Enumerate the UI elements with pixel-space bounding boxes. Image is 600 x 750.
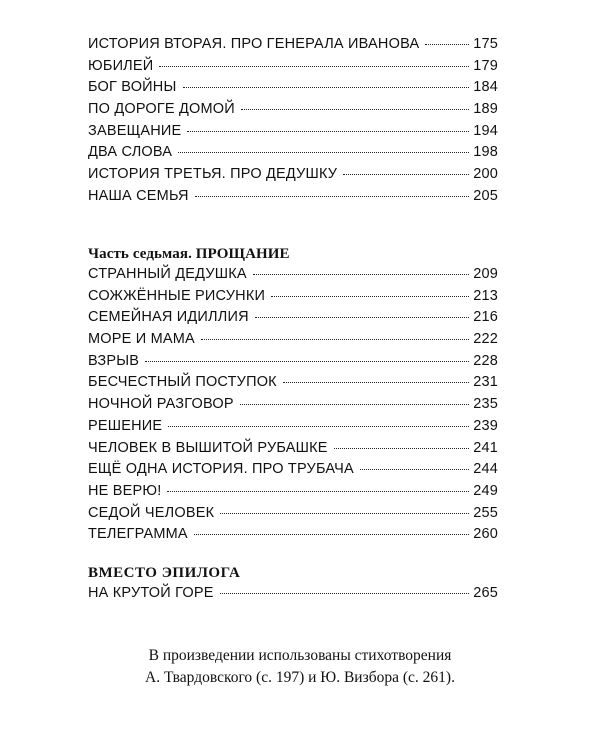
toc-section-part6-tail <box>88 36 498 210</box>
toc-entry-page: 205 <box>473 187 498 204</box>
toc-entry-page: 175 <box>473 36 498 52</box>
toc-entry-title: НАША СЕМЬЯ <box>88 187 189 204</box>
toc-entry <box>88 166 498 188</box>
toc-entry-title: ЧЕЛОВЕК В ВЫШИТОЙ РУБАШКЕ <box>88 439 328 456</box>
toc-leader-dots <box>240 404 469 405</box>
part-label: Часть седьмая. <box>88 246 192 262</box>
toc-entry-page: 244 <box>473 461 498 478</box>
toc-entry-page: 228 <box>473 352 498 369</box>
toc-entry-page: 189 <box>473 101 498 118</box>
toc-entry-title: НОЧНОЙ РАЗГОВОР <box>88 396 234 413</box>
toc-leader-dots <box>283 382 469 383</box>
toc-leader-dots <box>167 491 469 492</box>
part-title: ПРОЩАНИЕ <box>195 246 290 262</box>
toc-section-epilog <box>88 563 498 607</box>
toc-entry-title: МОРЕ И МАМА <box>88 331 195 348</box>
toc-leader-dots <box>334 448 470 449</box>
toc-entry <box>88 418 498 440</box>
toc-entry-page: 198 <box>473 144 498 161</box>
toc-leader-dots <box>253 274 469 275</box>
toc-entry-title: ВЗРЫВ <box>88 352 140 369</box>
toc-entry <box>88 353 498 375</box>
toc-entry <box>88 188 498 210</box>
toc-entry-page: 179 <box>473 57 498 74</box>
toc-leader-dots <box>255 317 469 318</box>
toc-entry-title: НЕ ВЕРЮ! <box>88 482 162 499</box>
toc-leader-dots <box>343 174 469 175</box>
poems-credit-note <box>0 645 600 689</box>
toc-leader-dots <box>360 469 469 470</box>
toc-leader-dots <box>201 339 469 340</box>
toc-entry-title: НА КРУТОЙ ГОРЕ <box>88 585 214 601</box>
toc-entry-page: 184 <box>473 79 498 96</box>
toc-entry-page: 260 <box>473 526 498 543</box>
toc-entry <box>88 396 498 418</box>
toc-entry <box>88 331 498 353</box>
toc-entry-page: 200 <box>473 166 498 183</box>
toc-entry <box>88 266 498 288</box>
toc-entry-title: ПО ДОРОГЕ ДОМОЙ <box>88 101 235 118</box>
toc-entry-page: 265 <box>473 585 498 601</box>
toc-entry-title: ИСТОРИЯ ВТОРАЯ. ПРО ГЕНЕРАЛА ИВАНОВА <box>88 36 420 52</box>
toc-entry-title: ЗАВЕЩАНИЕ <box>88 122 182 139</box>
toc-leader-dots <box>145 361 469 362</box>
toc-entry <box>88 440 498 462</box>
toc-entry <box>88 144 498 166</box>
toc-entry-page: 255 <box>473 504 498 521</box>
part-heading <box>88 244 498 264</box>
toc-entry-title: СЕДОЙ ЧЕЛОВЕК <box>88 504 215 521</box>
toc-entry <box>88 123 498 145</box>
toc-entry-page: 213 <box>473 287 498 304</box>
epilog-heading: ВМЕСТО ЭПИЛОГА <box>88 565 241 581</box>
toc-entry <box>88 461 498 483</box>
toc-entry <box>88 374 498 396</box>
toc-entry-title: СОЖЖЁННЫЕ РИСУНКИ <box>88 287 266 304</box>
toc-entry-title: ЕЩЁ ОДНА ИСТОРИЯ. ПРО ТРУБАЧА <box>88 461 354 478</box>
toc-leader-dots <box>159 66 469 67</box>
toc-entry-title: ТЕЛЕГРАММА <box>88 526 188 543</box>
toc-leader-dots <box>187 131 469 132</box>
toc-entry <box>88 101 498 123</box>
toc-leader-dots <box>195 196 470 197</box>
toc-entry <box>88 79 498 101</box>
toc-leader-dots <box>425 44 469 45</box>
toc-entry-page: 239 <box>473 417 498 434</box>
toc-entry <box>88 526 498 548</box>
toc-entry <box>88 483 498 505</box>
toc-leader-dots <box>271 296 469 297</box>
toc-entry-page: 249 <box>473 482 498 499</box>
toc-entry-title: РЕШЕНИЕ <box>88 417 163 434</box>
toc-entry-title: ЮБИЛЕЙ <box>88 57 154 74</box>
toc-entry <box>88 58 498 80</box>
note-line: В произведении использованы стихотворения <box>148 647 452 664</box>
toc-entry <box>88 505 498 527</box>
toc-entry-title: СЕМЕЙНАЯ ИДИЛЛИЯ <box>88 309 249 326</box>
toc-entry <box>88 585 498 607</box>
toc-entry-page: 222 <box>473 331 498 348</box>
toc-entry-title: БОГ ВОЙНЫ <box>88 79 177 96</box>
toc-entry-page: 194 <box>473 122 498 139</box>
toc-entry-page: 216 <box>473 309 498 326</box>
toc-entry-title: СТРАННЫЙ ДЕДУШКА <box>88 266 247 282</box>
toc-entry <box>88 288 498 310</box>
toc-entry-page: 241 <box>473 439 498 456</box>
toc-entry-page: 209 <box>473 266 498 282</box>
toc-leader-dots <box>194 534 469 535</box>
toc-leader-dots <box>178 152 469 153</box>
note-line: А. Твардовского (с. 197) и Ю. Визбора (с. 261). <box>145 669 455 686</box>
toc-leader-dots <box>183 87 470 88</box>
toc-entry-page: 231 <box>473 374 498 391</box>
toc-entry <box>88 309 498 331</box>
toc-entry-title: ИСТОРИЯ ТРЕТЬЯ. ПРО ДЕДУШКУ <box>88 166 338 183</box>
toc-leader-dots <box>220 513 469 514</box>
toc-section-part7 <box>88 244 498 548</box>
toc-entry-title: БЕСЧЕСТНЫЙ ПОСТУПОК <box>88 374 277 391</box>
toc-leader-dots <box>220 593 470 594</box>
toc-entry-page: 235 <box>473 396 498 413</box>
toc-entry-title: ДВА СЛОВА <box>88 144 173 161</box>
toc-leader-dots <box>241 109 469 110</box>
toc-entry <box>88 36 498 58</box>
toc-leader-dots <box>168 426 469 427</box>
